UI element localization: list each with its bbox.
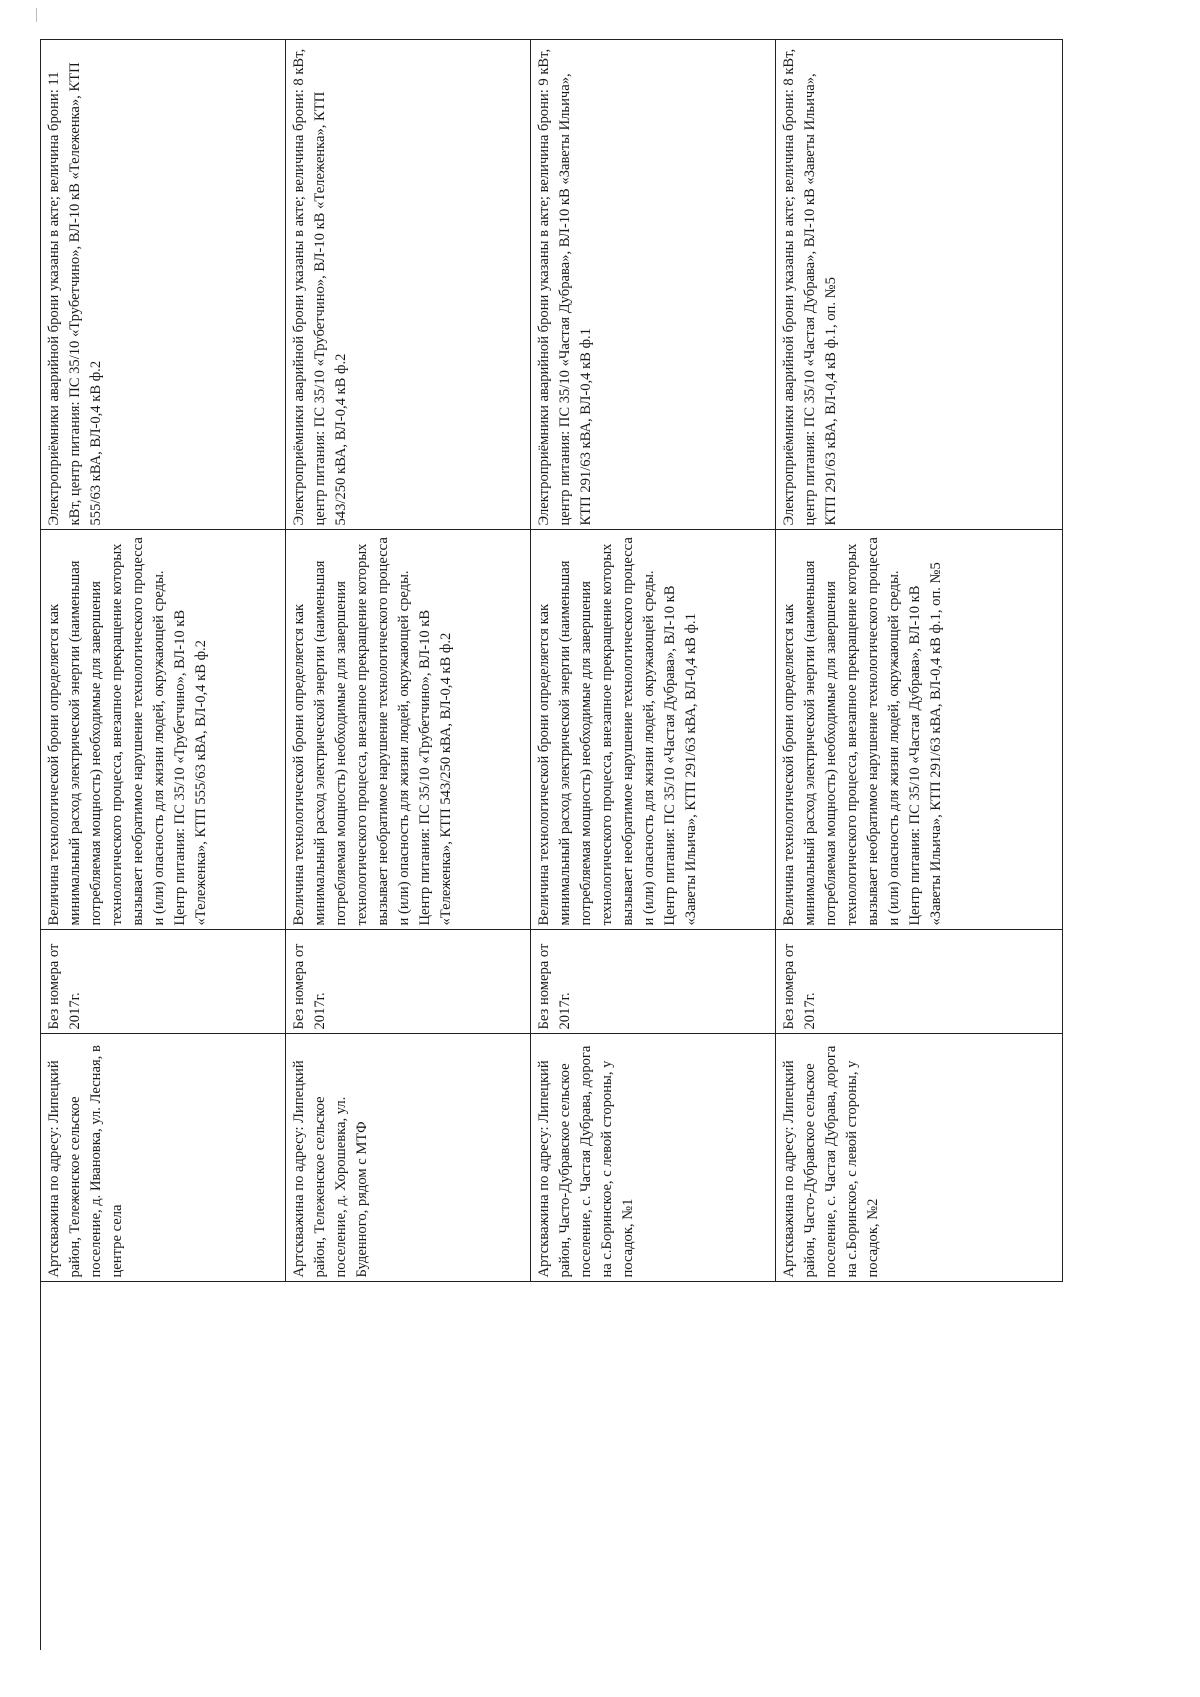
tech-reserve-cell: Величина технологической брони определяется как минимальный расход электрической энергии (наименьшая потребляемая мощность) необходимые для завершения технологического процесса, внезапное прекращение которых вызывает необратимое нарушение технологического процесса и (или) опасность для жизни людей, окружающей среды. Центр питания: ПС 35/10 «Трубетчино», ВЛ-10 кВ «Тележенка», КТП 555/63 кВА, ВЛ-0,4 кВ ф.2	[41, 530, 286, 930]
scan-artifact	[36, 8, 37, 22]
act-cell: Без номера от 2017г.	[531, 930, 776, 1034]
object-cell: Артскважина по адресу: Липецкий район, Тележенское сельское поселение, д. Хорошевка, ул. Буденного, рядом с МТФ	[286, 1034, 531, 1282]
blank-cell	[41, 1282, 286, 1650]
table-row	[531, 40, 776, 1650]
object-cell: Артскважина по адресу: Липецкий район, Часто-Дубравское сельское поселение, с. Частая Дубрава, дорога на с.Боринское, с левой стороны, у посадок, №2	[776, 1034, 1063, 1282]
reserve-table	[40, 40, 1063, 1651]
emergency-reserve-cell: Электроприёмники аварийной брони указаны в акте; величина брони: 8 кВт, центр питания: ПС 35/10 «Частая Дубрава», ВЛ-10 кВ «Заветы Ильича», КТП 291/63 кВА, ВЛ-0,4 кВ ф.1, оп. №5	[776, 40, 1063, 530]
blank-cell	[776, 1282, 1063, 1650]
table-row	[776, 40, 1063, 1650]
emergency-reserve-cell: Электроприёмники аварийной брони указаны в акте; величина брони: 8 кВт, центр питания: ПС 35/10 «Трубетчино», ВЛ-10 кВ «Тележенка», КТП 543/250 кВА, ВЛ-0,4 кВ ф.2	[286, 40, 531, 530]
table-row	[286, 40, 531, 1650]
act-cell: Без номера от 2017г.	[776, 930, 1063, 1034]
act-cell: Без номера от 2017г.	[286, 930, 531, 1034]
blank-cell	[531, 1282, 776, 1650]
emergency-reserve-cell: Электроприёмники аварийной брони указаны в акте; величина брони: 11 кВт, центр питания: ПС 35/10 «Трубетчино», ВЛ-10 кВ «Тележенка», КТП 555/63 кВА, ВЛ-0,4 кВ ф.2	[41, 40, 286, 530]
act-cell: Без номера от 2017г.	[41, 930, 286, 1034]
tech-reserve-cell: Величина технологической брони определяется как минимальный расход электрической энергии (наименьшая потребляемая мощность) необходимые для завершения технологического процесса, внезапное прекращение которых вызывает необратимое нарушение технологического процесса и (или) опасность для жизни людей, окружающей среды. Центр питания: ПС 35/10 «Трубетчино», ВЛ-10 кВ «Тележенка», КТП 543/250 кВА, ВЛ-0,4 кВ ф.2	[286, 530, 531, 930]
tech-reserve-cell: Величина технологической брони определяется как минимальный расход электрической энергии (наименьшая потребляемая мощность) необходимые для завершения технологического процесса, внезапное прекращение которых вызывает необратимое нарушение технологического процесса и (или) опасность для жизни людей, окружающей среды. Центр питания: ПС 35/10 «Частая Дубрава», ВЛ-10 кВ «Заветы Ильича», КТП 291/63 кВА, ВЛ-0,4 кВ ф.1	[531, 530, 776, 930]
rotated-table-wrapper	[40, 40, 1062, 1650]
tech-reserve-cell: Величина технологической брони определяется как минимальный расход электрической энергии (наименьшая потребляемая мощность) необходимые для завершения технологического процесса, внезапное прекращение которых вызывает необратимое нарушение технологического процесса и (или) опасность для жизни людей, окружающей среды. Центр питания: ПС 35/10 «Частая Дубрава», ВЛ-10 кВ «Заветы Ильича», КТП 291/63 кВА, ВЛ-0,4 кВ ф.1, оп. №5	[776, 530, 1063, 930]
blank-cell	[286, 1282, 531, 1650]
object-cell: Артскважина по адресу: Липецкий район, Часто-Дубравское сельское поселение, с. Частая Дубрава, дорога на с.Боринское, с левой стороны, у посадок, №1	[531, 1034, 776, 1282]
object-cell: Артскважина по адресу: Липецкий район, Тележенское сельское поселение, д. Ивановка, ул. Лесная, в центре села	[41, 1034, 286, 1282]
emergency-reserve-cell: Электроприёмники аварийной брони указаны в акте; величина брони: 9 кВт, центр питания: ПС 35/10 «Частая Дубрава», ВЛ-10 кВ «Заветы Ильича», КТП 291/63 кВА, ВЛ-0,4 кВ ф.1	[531, 40, 776, 530]
table-row	[41, 40, 286, 1650]
